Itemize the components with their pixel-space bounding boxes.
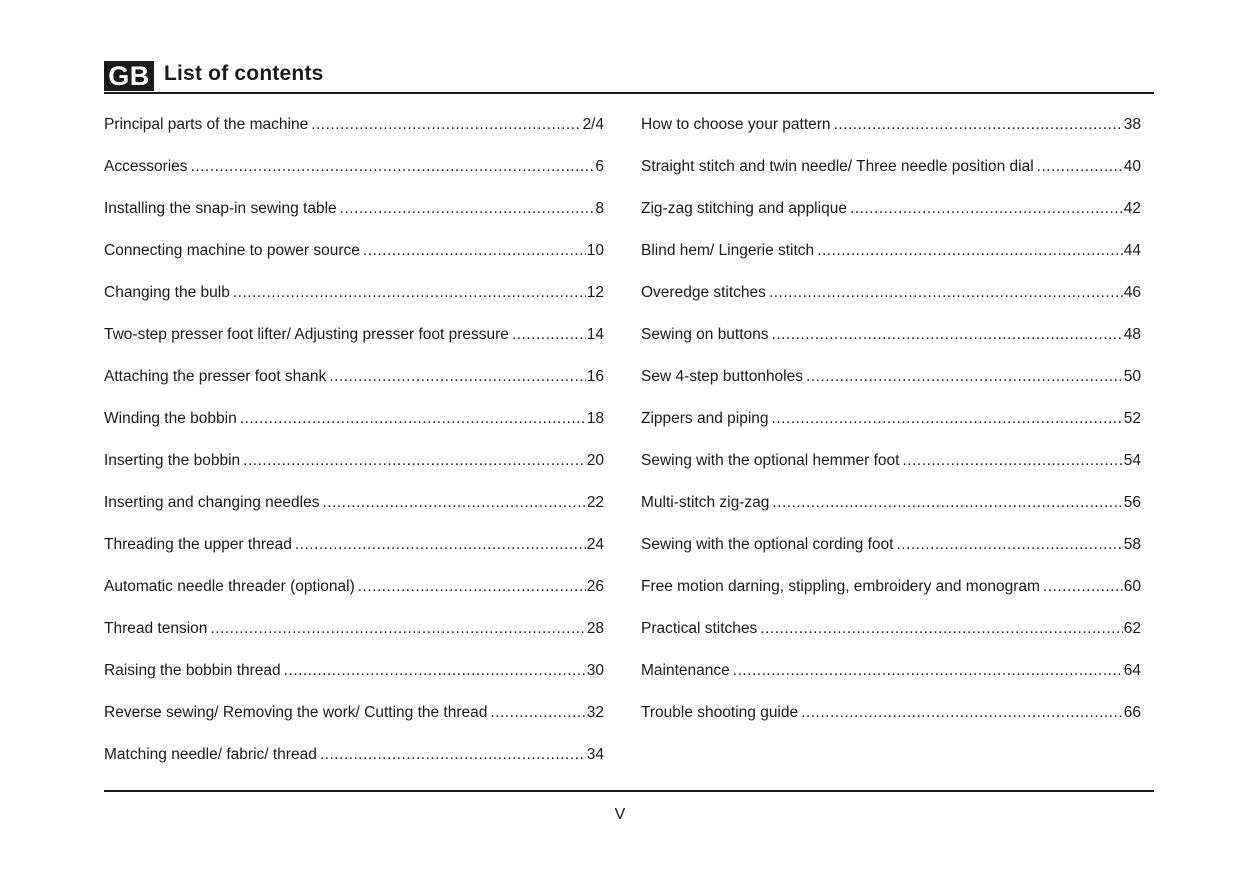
toc-dot-leader xyxy=(760,616,1122,642)
toc-dot-leader xyxy=(284,658,586,684)
toc-entry[interactable] xyxy=(104,280,604,322)
toc-entry-title: Zippers and piping xyxy=(641,410,769,427)
toc-entry-page: 38 xyxy=(1123,116,1141,133)
footer-divider xyxy=(104,790,1154,792)
toc-entry[interactable] xyxy=(104,616,604,658)
toc-entry-page: 42 xyxy=(1123,200,1141,217)
toc-entry-page: 46 xyxy=(1123,284,1141,301)
toc-dot-leader xyxy=(772,406,1123,432)
toc-dot-leader xyxy=(512,322,586,348)
toc-entry[interactable] xyxy=(641,154,1141,196)
toc-entry-title: Two-step presser foot lifter/ Adjusting presser foot pressure xyxy=(104,326,509,343)
toc-entry[interactable] xyxy=(641,280,1141,322)
toc-entry[interactable] xyxy=(641,406,1141,448)
toc-dot-leader xyxy=(1043,574,1123,600)
toc-entry-title: Automatic needle threader (optional) xyxy=(104,578,355,595)
toc-entry-page: 44 xyxy=(1123,242,1141,259)
page-title: List of contents xyxy=(164,62,324,85)
toc-dot-leader xyxy=(896,532,1122,558)
toc-entry-page: 14 xyxy=(586,326,604,343)
toc-entry-page: 28 xyxy=(586,620,604,637)
toc-entry-title: Principal parts of the machine xyxy=(104,116,309,133)
toc-entry-title: Sewing with the optional cording foot xyxy=(641,536,894,553)
toc-entry-title: Matching needle/ fabric/ thread xyxy=(104,746,317,763)
toc-entry[interactable] xyxy=(104,406,604,448)
toc-entry-page: 50 xyxy=(1123,368,1141,385)
toc-entry[interactable] xyxy=(104,448,604,490)
toc-dot-leader xyxy=(243,448,586,474)
toc-entry-page: 12 xyxy=(586,284,604,301)
toc-entry-page: 8 xyxy=(595,200,604,217)
toc-entry-title: Installing the snap-in sewing table xyxy=(104,200,337,217)
toc-dot-leader xyxy=(358,574,586,600)
toc-entry-title: Attaching the presser foot shank xyxy=(104,368,327,385)
toc-entry-title: Practical stitches xyxy=(641,620,758,637)
toc-entry[interactable] xyxy=(641,616,1141,658)
toc-entry-page: 24 xyxy=(586,536,604,553)
toc-dot-leader xyxy=(769,280,1123,306)
toc-entry-title: Sewing on buttons xyxy=(641,326,769,343)
toc-dot-leader xyxy=(322,490,585,516)
toc-entry[interactable] xyxy=(641,700,1141,742)
toc-dot-leader xyxy=(772,490,1122,516)
toc-entry-title: Sew 4-step buttonholes xyxy=(641,368,803,385)
page-number: V xyxy=(614,806,626,823)
toc-entry-title: Inserting and changing needles xyxy=(104,494,320,511)
toc-dot-leader xyxy=(490,700,585,726)
toc-entry-page: 52 xyxy=(1123,410,1141,427)
toc-entry[interactable] xyxy=(641,238,1141,280)
toc-entry-title: Inserting the bobbin xyxy=(104,452,241,469)
toc-dot-leader xyxy=(772,322,1123,348)
toc-dot-leader xyxy=(320,742,586,768)
toc-entry-title: Accessories xyxy=(104,158,188,175)
toc-entry-title: Winding the bobbin xyxy=(104,410,237,427)
toc-entry-page: 26 xyxy=(586,578,604,595)
toc-dot-leader xyxy=(806,364,1123,390)
toc-entry-title: Changing the bulb xyxy=(104,284,230,301)
toc-entry-page: 48 xyxy=(1123,326,1141,343)
toc-dot-leader xyxy=(340,196,595,222)
toc-entry-page: 64 xyxy=(1123,662,1141,679)
toc-dot-leader xyxy=(210,616,585,642)
toc-entry[interactable] xyxy=(104,574,604,616)
toc-entry[interactable] xyxy=(641,322,1141,364)
toc-dot-leader xyxy=(902,448,1122,474)
toc-entry-page: 40 xyxy=(1123,158,1141,175)
toc-entry-page: 58 xyxy=(1123,536,1141,553)
toc-dot-leader xyxy=(240,406,586,432)
language-badge: GB xyxy=(104,61,154,91)
toc-entry-page: 6 xyxy=(595,158,604,175)
toc-dot-leader xyxy=(801,700,1123,726)
toc-entry-page: 32 xyxy=(586,704,604,721)
toc-entry[interactable] xyxy=(641,448,1141,490)
toc-entry-title: Raising the bobbin thread xyxy=(104,662,281,679)
toc-dot-leader xyxy=(1037,154,1123,180)
toc-entry[interactable] xyxy=(641,532,1141,574)
toc-entry[interactable] xyxy=(641,196,1141,238)
toc-entry-title: Multi-stitch zig-zag xyxy=(641,494,770,511)
toc-entry-title: Sewing with the optional hemmer foot xyxy=(641,452,900,469)
toc-dot-leader xyxy=(834,112,1123,138)
toc-dot-leader xyxy=(311,112,581,138)
toc-entry-page: 18 xyxy=(586,410,604,427)
toc-entry[interactable] xyxy=(641,112,1141,154)
toc-entry[interactable] xyxy=(104,364,604,406)
toc-entry-title: Thread tension xyxy=(104,620,208,637)
toc-entry[interactable] xyxy=(641,490,1141,532)
toc-dot-leader xyxy=(363,238,586,264)
toc-entry-page: 54 xyxy=(1123,452,1141,469)
toc-entry[interactable] xyxy=(104,322,604,364)
toc-entry[interactable] xyxy=(104,742,604,784)
toc-entry-page: 60 xyxy=(1123,578,1141,595)
toc-entry-page: 20 xyxy=(586,452,604,469)
toc-entry[interactable] xyxy=(104,238,604,280)
toc-entry-title: Maintenance xyxy=(641,662,730,679)
toc-entry-title: Free motion darning, stippling, embroidery and monogram xyxy=(641,578,1040,595)
toc-entry-title: Trouble shooting guide xyxy=(641,704,799,721)
toc-entry-title: Blind hem/ Lingerie stitch xyxy=(641,242,815,259)
toc-entry[interactable] xyxy=(104,154,604,196)
toc-entry[interactable] xyxy=(104,532,604,574)
toc-entry-page: 10 xyxy=(586,242,604,259)
toc-right-column xyxy=(641,112,1141,742)
toc-entry-title: Overedge stitches xyxy=(641,284,766,301)
toc-dot-leader xyxy=(817,238,1123,264)
toc-entry-title: Connecting machine to power source xyxy=(104,242,360,259)
toc-entry-page: 22 xyxy=(586,494,604,511)
toc-dot-leader xyxy=(329,364,585,390)
toc-dot-leader xyxy=(850,196,1123,222)
toc-entry-title: Threading the upper thread xyxy=(104,536,292,553)
toc-entry[interactable] xyxy=(104,658,604,700)
toc-entry-page: 56 xyxy=(1123,494,1141,511)
page-header xyxy=(104,60,1154,92)
toc-entry-title: How to choose your pattern xyxy=(641,116,831,133)
toc-entry[interactable] xyxy=(104,112,604,154)
toc-dot-leader xyxy=(233,280,586,306)
toc-entry-title: Straight stitch and twin needle/ Three needle position dial xyxy=(641,158,1034,175)
toc-dot-leader xyxy=(733,658,1123,684)
header-divider xyxy=(104,92,1154,94)
toc-entry-page: 62 xyxy=(1123,620,1141,637)
toc-entry-page: 30 xyxy=(586,662,604,679)
toc-entry[interactable] xyxy=(104,196,604,238)
toc-entry[interactable] xyxy=(641,364,1141,406)
toc-entry-title: Reverse sewing/ Removing the work/ Cutting the thread xyxy=(104,704,488,721)
toc-entry-title: Zig-zag stitching and applique xyxy=(641,200,847,217)
toc-entry[interactable] xyxy=(641,574,1141,616)
toc-dot-leader xyxy=(191,154,595,180)
toc-entry[interactable] xyxy=(104,490,604,532)
toc-entry-page: 16 xyxy=(586,368,604,385)
toc-entry-page: 66 xyxy=(1123,704,1141,721)
toc-entry-page: 2/4 xyxy=(582,116,604,133)
toc-dot-leader xyxy=(295,532,586,558)
toc-entry-page: 34 xyxy=(586,746,604,763)
toc-left-column xyxy=(104,112,604,784)
toc-entry[interactable] xyxy=(104,700,604,742)
toc-entry[interactable] xyxy=(641,658,1141,700)
